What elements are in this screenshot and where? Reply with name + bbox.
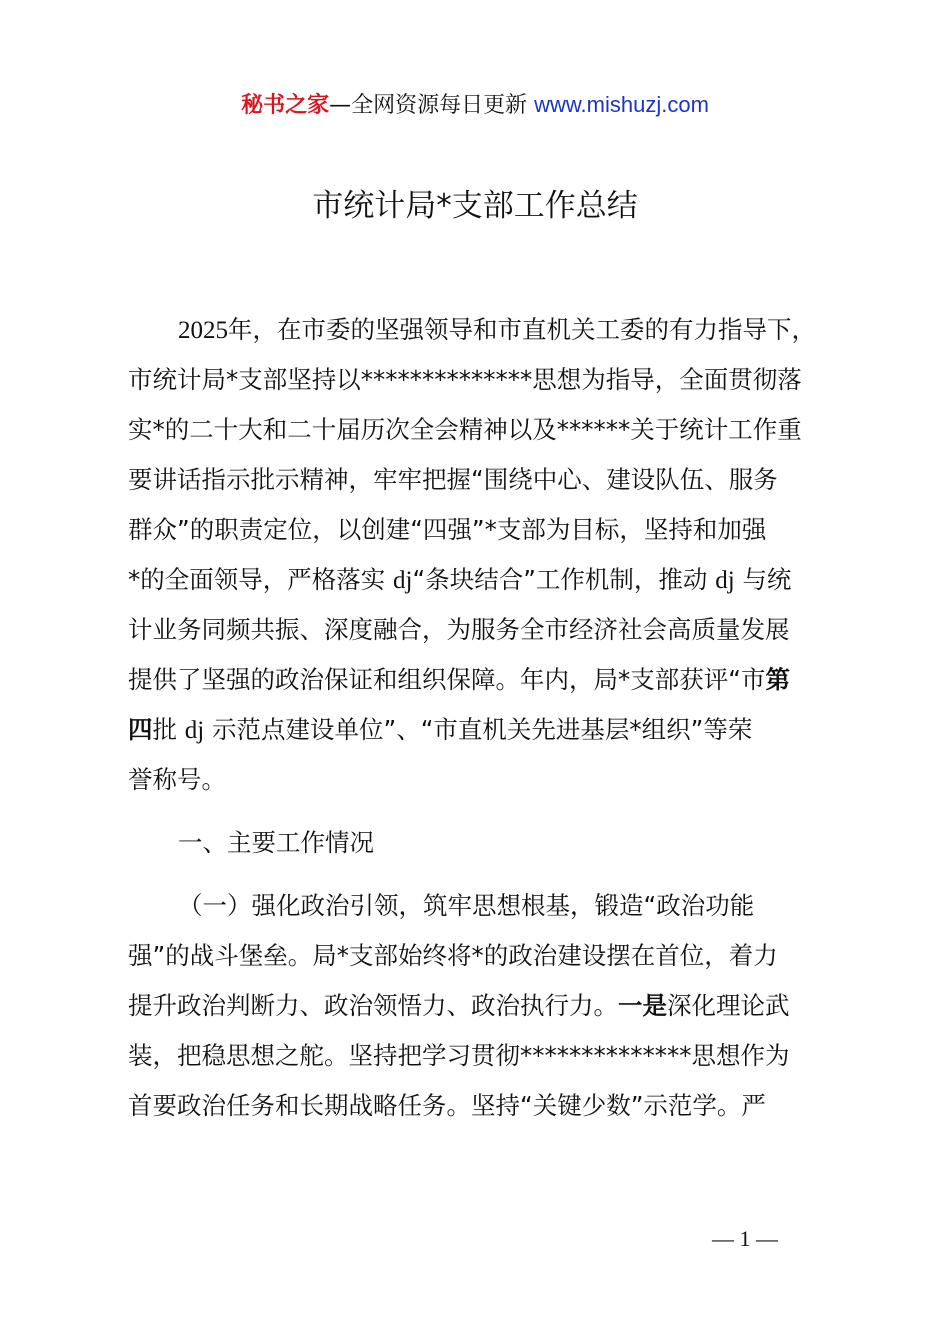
- paragraph-1-line-10: 誉称号。: [128, 765, 226, 794]
- paragraph-2-line-1: （一）强化政治引领，筑牢思想根基，锻造“政治功能: [178, 891, 755, 920]
- header-slogan: —全网资源每日更新: [329, 93, 535, 118]
- line-9-part-b: 批: [152, 715, 177, 744]
- paragraph-1-line-6: [128, 555, 838, 605]
- line-8-bold: 第: [765, 665, 790, 694]
- document-title: 市统计局*支部工作总结: [312, 188, 638, 224]
- paragraph-2-line-4: 装，把稳思想之舵。坚持把学习贯彻**************思想作为: [128, 1041, 790, 1070]
- line-8-part-a: 提供了坚强的政治保证和组织保障。年内，局*支部获评“市: [128, 665, 766, 694]
- site-header: [0, 88, 950, 123]
- header-url-link[interactable]: www.mishuzj.com: [534, 92, 709, 117]
- line-6-part-e: 与统: [742, 565, 792, 594]
- line-9-part-d: 示范点建设单位”、“市直机关先进基层*组织”等荣: [212, 715, 753, 744]
- paragraph-1-line-8: [128, 655, 838, 705]
- paragraph-1-line-7: 计业务同频共振、深度融合，为服务全市经济社会高质量发展: [128, 615, 790, 644]
- line-6-part-a: *的全面领导，严格落实: [128, 565, 386, 594]
- line-6-part-c: “条块结合”工作机制，推动: [412, 565, 708, 594]
- line-6-dj-2: dj: [715, 567, 735, 594]
- document-body: [128, 305, 838, 1131]
- line-9-bold: 四: [128, 715, 153, 744]
- line-6-dj-1: dj: [393, 567, 413, 594]
- paragraph-1-line-9: [128, 705, 838, 755]
- brand-name: 秘书之家: [241, 93, 330, 118]
- paragraph-1-line-5: 群众”的职责定位，以创建“四强”*支部为目标，坚持和加强: [128, 515, 767, 544]
- section-1-heading: 一、主要工作情况: [178, 828, 374, 857]
- paragraph-1-line-2: 市统计局*支部坚持以**************思想为指导，全面贯彻落: [128, 365, 802, 394]
- p2-line-3-part-c: 深化理论武: [667, 991, 790, 1020]
- paragraph-1-line-3: 实*的二十大和二十届历次全会精神以及******关于统计工作重: [128, 415, 802, 444]
- paragraph-2-line-5: 首要政治任务和长期战略任务。坚持“关键少数”示范学。严: [128, 1091, 766, 1120]
- paragraph-2-line-3: [128, 981, 838, 1031]
- line-9-dj: dj: [184, 717, 205, 744]
- page-number: — 1 —: [712, 1226, 778, 1251]
- year-number: 2025: [178, 317, 228, 344]
- paragraph-1-line-1-text: 年，在市委的坚强领导和市直机关工委的有力指导下，: [228, 315, 816, 344]
- paragraph-1-line-1: [128, 305, 838, 355]
- p2-line-3-bold: 一是: [618, 991, 667, 1020]
- paragraph-2-line-2: 强”的战斗堡垒。局*支部始终将*的政治建设摆在首位，着力: [128, 941, 778, 970]
- paragraph-1-line-4: 要讲话指示批示精神，牢牢把握“围绕中心、建设队伍、服务: [128, 465, 778, 494]
- p2-line-3-part-a: 提升政治判断力、政治领悟力、政治执行力。: [128, 991, 618, 1020]
